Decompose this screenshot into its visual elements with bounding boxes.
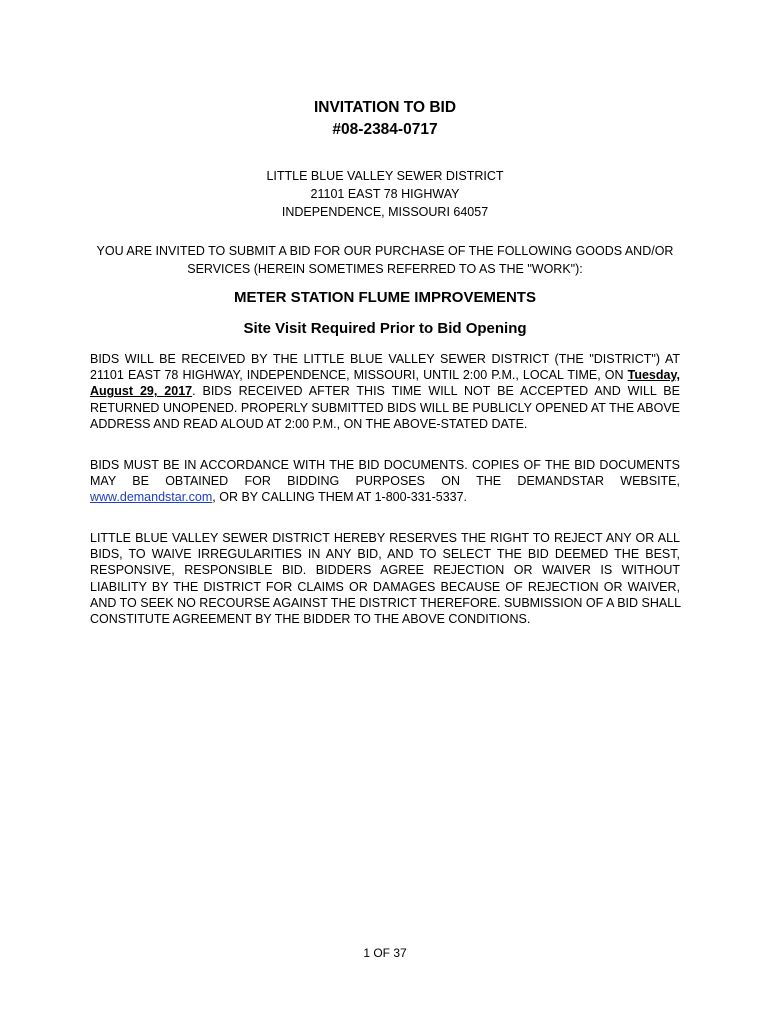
- para3-line-2: BIDS, TO WAIVE IRREGULARITIES IN ANY BID, AND TO SELECT THE BID DEEMED THE BEST,: [90, 547, 680, 562]
- para1-line-3: [90, 383, 680, 399]
- para2-line-3: [90, 489, 680, 505]
- title-text: INVITATION TO BID: [313, 99, 457, 116]
- address-street: 21101 EAST 78 HIGHWAY: [310, 187, 460, 201]
- invite-line-1: YOU ARE INVITED TO SUBMIT A BID FOR OUR PURCHASE OF THE FOLLOWING GOODS AND/OR: [96, 244, 674, 258]
- para1-line-3-text: . BIDS RECEIVED AFTER THIS TIME WILL NOT BE ACCEPTED AND WILL BE: [192, 384, 680, 399]
- para1-line-1: BIDS WILL BE RECEIVED BY THE LITTLE BLUE VALLEY SEWER DISTRICT (THE "DISTRICT") AT: [90, 352, 680, 366]
- para1-line-4: RETURNED UNOPENED. PROPERLY SUBMITTED BIDS WILL BE PUBLICLY OPENED AT THE ABOVE: [90, 400, 680, 415]
- invite-line-2: SERVICES (HEREIN SOMETIMES REFERRED TO AS THE "WORK"):: [187, 262, 583, 276]
- para2-line-3-text: , OR BY CALLING THEM AT 1-800-331-5337.: [212, 490, 468, 505]
- para3-line-6: CONSTITUTE AGREEMENT BY THE BIDDER TO THE ABOVE CONDITIONS.: [90, 612, 531, 627]
- address-org: LITTLE BLUE VALLEY SEWER DISTRICT: [266, 169, 504, 183]
- document-title: [90, 97, 680, 141]
- para3-line-4: LIABILITY BY THE DISTRICT FOR CLAIMS OR DAMAGES BECAUSE OF REJECTION OR WAIVER,: [90, 579, 680, 594]
- para1-line-2-text: 21101 EAST 78 HIGHWAY, INDEPENDENCE, MISSOURI, UNTIL 2:00 P.M., LOCAL TIME, ON: [90, 368, 624, 383]
- bid-date: August 29, 2017: [90, 384, 193, 399]
- bid-day: Tuesday,: [627, 368, 680, 383]
- district-address: [90, 167, 680, 221]
- para1-line-5: ADDRESS AND READ ALOUD AT 2:00 P.M., ON THE ABOVE-STATED DATE.: [90, 416, 528, 431]
- reservation-paragraph: [90, 530, 680, 627]
- para2-line-1: BIDS MUST BE IN ACCORDANCE WITH THE BID DOCUMENTS. COPIES OF THE BID DOCUMENTS: [90, 458, 680, 472]
- project-name: METER STATION FLUME IMPROVEMENTS: [234, 289, 536, 306]
- site-visit-note: Site Visit Required Prior to Bid Opening: [243, 320, 527, 337]
- address-city: INDEPENDENCE, MISSOURI 64057: [281, 205, 489, 219]
- para3-line-5: AND TO SEEK NO RECOURSE AGAINST THE DISTRICT THEREFORE. SUBMISSION OF A BID SHALL: [90, 595, 682, 610]
- invitation-statement: [90, 242, 680, 278]
- para1-line-2: [90, 367, 680, 383]
- page-number: 1 OF 37: [363, 946, 407, 960]
- bid-number: #08-2384-0717: [332, 121, 438, 138]
- para3-line-1: LITTLE BLUE VALLEY SEWER DISTRICT HEREBY RESERVES THE RIGHT TO REJECT ANY OR ALL: [90, 531, 680, 545]
- para2-line-2: MAY BE OBTAINED FOR BIDDING PURPOSES ON THE DEMANDSTAR WEBSITE,: [90, 474, 680, 489]
- bid-documents-paragraph: [90, 457, 680, 506]
- bid-receipt-paragraph: [90, 351, 680, 432]
- demandstar-link[interactable]: www.demandstar.com: [90, 490, 213, 505]
- para3-line-3: RESPONSIVE, RESPONSIBLE BID. BIDDERS AGREE REJECTION OR WAIVER IS WITHOUT: [90, 563, 680, 578]
